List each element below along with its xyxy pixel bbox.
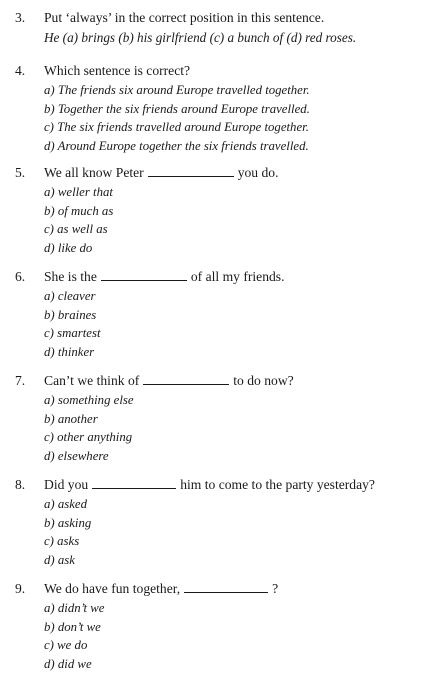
question-prompt	[44, 163, 278, 183]
question-prompt	[44, 579, 278, 599]
question-number: 7.	[15, 373, 26, 388]
prompt-before-blank: She is the	[44, 269, 97, 284]
prompt-before-blank: We all know Peter	[44, 165, 144, 180]
option-b: b) asking	[44, 515, 92, 530]
question-sentence: He (a) brings (b) his girlfriend (c) a bunch of (d) red roses.	[44, 30, 357, 45]
prompt-after-blank: him to come to the party yesterday?	[180, 477, 375, 492]
option-c: c) other anything	[44, 430, 133, 444]
option-b: b) braines	[44, 307, 97, 322]
question-prompt: Put ‘always’ in the correct position in this sentence.	[44, 10, 325, 25]
option-a: a) The friends six around Europe travelled together.	[44, 83, 310, 97]
question-number: 6.	[15, 269, 26, 284]
answer-blank	[143, 371, 229, 385]
prompt-before-blank: We do have fun together,	[44, 581, 181, 596]
option-d: d) like do	[44, 240, 93, 255]
option-d: d) Around Europe together the six friends travelled.	[44, 138, 309, 153]
prompt-after-blank: to do now?	[233, 373, 294, 388]
prompt-after-blank: of all my friends.	[190, 269, 285, 284]
question-5	[0, 163, 447, 257]
question-number: 4.	[15, 63, 26, 78]
question-number: 8.	[15, 477, 26, 492]
prompt-before-blank: Did you	[44, 477, 89, 492]
option-b: b) of much as	[44, 203, 114, 218]
question-prompt: Which sentence is correct?	[44, 63, 191, 78]
option-list	[44, 599, 447, 673]
prompt-after-blank: you do.	[237, 165, 279, 180]
question-7	[0, 371, 447, 465]
option-a: a) asked	[44, 497, 87, 511]
question-number: 3.	[15, 10, 26, 25]
option-d: d) elsewhere	[44, 448, 109, 463]
answer-blank	[92, 475, 176, 489]
question-6	[0, 267, 447, 361]
option-a: a) something else	[44, 393, 134, 407]
question-3	[0, 8, 447, 48]
option-c: c) as well as	[44, 222, 108, 236]
option-b: b) don’t we	[44, 619, 101, 634]
prompt-before-blank: Can’t we think of	[44, 373, 140, 388]
question-8	[0, 475, 447, 569]
answer-blank	[101, 267, 187, 281]
option-a: a) didn’t we	[44, 601, 105, 615]
answer-blank	[148, 163, 234, 177]
option-list	[44, 391, 447, 465]
option-list	[44, 183, 447, 257]
option-b: b) another	[44, 411, 98, 426]
option-list	[44, 81, 447, 155]
answer-blank	[184, 579, 268, 593]
question-9	[0, 579, 447, 673]
prompt-after-blank: ?	[272, 581, 279, 596]
option-d: d) did we	[44, 656, 92, 671]
option-a: a) cleaver	[44, 289, 96, 303]
option-d: d) ask	[44, 552, 75, 567]
question-number: 9.	[15, 581, 26, 596]
option-a: a) weller that	[44, 185, 113, 199]
option-list	[44, 495, 447, 569]
option-d: d) thinker	[44, 344, 95, 359]
question-4	[0, 61, 447, 155]
question-prompt	[44, 267, 285, 287]
question-prompt	[44, 475, 375, 495]
option-c: c) asks	[44, 534, 80, 548]
question-number: 5.	[15, 165, 26, 180]
option-c: c) The six friends travelled around Europe together.	[44, 120, 309, 134]
option-c: c) we do	[44, 638, 88, 652]
option-list	[44, 287, 447, 361]
question-prompt	[44, 371, 294, 391]
option-c: c) smartest	[44, 326, 101, 340]
option-b: b) Together the six friends around Europe travelled.	[44, 101, 310, 116]
